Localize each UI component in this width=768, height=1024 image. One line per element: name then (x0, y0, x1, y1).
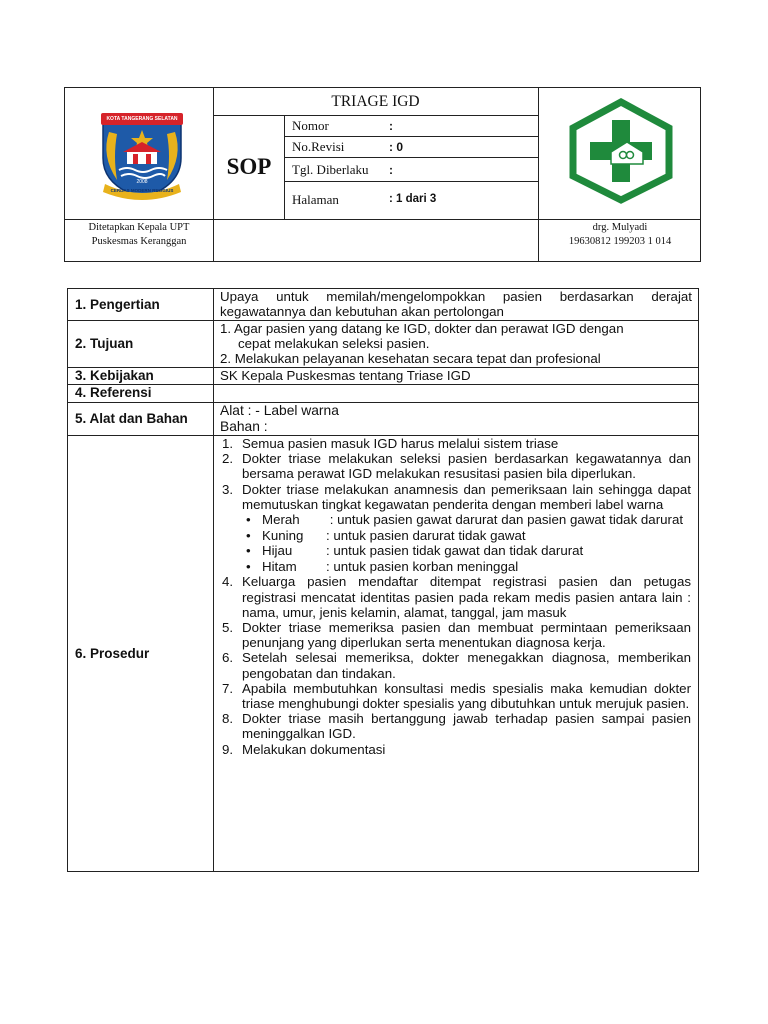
prosedur-step (216, 574, 691, 620)
pengertian-text: Upaya untuk memilah/mengelompokkan pasien berdasarkan derajat kegawatannya dan kebutuhan akan pertolongan (220, 289, 692, 319)
step-number: 3. (222, 481, 234, 497)
emblem-banner-bottom: CERDAS MODERN RELIGIUS (110, 188, 174, 193)
meta-halaman-value: : 1 dari 3 (389, 193, 437, 205)
step-number: 6. (222, 650, 234, 666)
tujuan-list (220, 321, 692, 366)
prosedur-step (216, 451, 691, 481)
row-label-kebijakan: 3. Kebijakan (75, 368, 154, 383)
kebijakan-text: SK Kepala Puskesmas tentang Triase IGD (220, 368, 471, 383)
color-desc: : untuk pasien tidak gawat dan tidak darurat (326, 543, 584, 559)
alat-bahan (220, 403, 692, 435)
color-name: Hijau (262, 543, 293, 559)
meta-nomor-label: Nomor (292, 118, 329, 133)
puskesmas-logo (565, 98, 677, 204)
step-text: Keluarga pasien mendaftar ditempat registrasi pasien dan petugas registrasi mencatat identitas pasien pada rekam medis pasien antara lain : nama, umur, jenis kelamin, alamat, tanggal, jam masuk (242, 574, 691, 620)
step-number: 2. (222, 451, 234, 467)
step-text: Dokter triase memeriksa pasien dan membuat permintaan pemeriksaan penunjang yang diperlukan serta menentukan diagnosa kerja. (242, 620, 691, 651)
color-name: Kuning (262, 527, 304, 543)
prosedur-step (216, 650, 691, 680)
tujuan-item-1: 1. Agar pasien yang datang ke IGD, dokter dan perawat IGD dengan (220, 321, 624, 336)
color-desc: : untuk pasien korban meninggal (326, 558, 519, 574)
step-number: 5. (222, 620, 234, 635)
step-number: 8. (222, 711, 234, 727)
tujuan-item-2: 2. Melakukan pelayanan kesehatan secara tepat dan profesional (220, 351, 601, 366)
step-text: Melakukan dokumentasi (242, 741, 386, 757)
row-label-pengertian: 1. Pengertian (75, 297, 160, 312)
color-desc: : untuk pasien darurat tidak gawat (326, 527, 526, 543)
prosedur-step (216, 681, 691, 711)
color-name: Hitam (262, 558, 297, 574)
color-label-item: • Merah : untuk pasien gawat darurat dan pasien gawat tidak darurat (246, 512, 684, 528)
emblem-year: 2008 (136, 179, 148, 185)
sop-header (64, 87, 701, 262)
prosedur-step (216, 620, 691, 650)
prosedur-step (216, 711, 691, 741)
meta-tgl-value: : (389, 163, 393, 177)
step-text: Dokter triase melakukan anamnesis dan pemeriksaan lain sehingga dapat memutuskan tingkat kegawatan penderita dengan memberi label warna (242, 481, 691, 512)
row-label-alat-bahan: 5. Alat dan Bahan (75, 411, 188, 426)
issued-by-line-2: Puskesmas Keranggan (91, 236, 187, 247)
tujuan-item-1-cont: cepat melakukan seleksi pasien. (238, 336, 430, 351)
color-label-item: • Hitam : untuk pasien korban meninggal (246, 558, 519, 574)
emblem-banner-top: KOTA TANGERANG SELATAN (106, 116, 178, 122)
step-number: 9. (222, 741, 234, 757)
kota-tangerang-selatan-emblem (87, 106, 197, 202)
step-number: 4. (222, 574, 234, 590)
step-text: Dokter triase melakukan seleksi pasien berdasarkan kegawatannya dan bersama perawat IGD melakukan resusitasi pasien bila diperlukan. (242, 451, 691, 482)
prosedur-step (216, 742, 691, 757)
prosedur-step (216, 436, 691, 451)
step-text: Setelah selesai memeriksa, dokter menegakkan diagnosa, memberikan pengobatan dan tindakan. (242, 650, 691, 681)
color-label-item: • Kuning : untuk pasien darurat tidak gawat (246, 527, 526, 543)
step-number: 7. (222, 680, 234, 696)
step-text: Semua pasien masuk IGD harus melalui sistem triase (242, 436, 559, 451)
meta-nomor-value: : (389, 119, 393, 133)
color-desc: : untuk pasien gawat darurat dan pasien gawat tidak darurat (329, 512, 684, 528)
row-label-prosedur: 6. Prosedur (75, 646, 150, 661)
alat-text: Alat : - Label warna (220, 403, 339, 418)
document-title: TRIAGE IGD (331, 93, 420, 110)
signer-name: drg. Mulyadi (592, 222, 648, 233)
step-text: Dokter triase masih bertanggung jawab terhadap pasien sampai pasien meninggalkan IGD. (242, 711, 691, 742)
row-label-tujuan: 2. Tujuan (75, 336, 134, 351)
color-name: Merah (262, 512, 300, 528)
step-text: Apabila membutuhkan konsultasi medis spesialis maka kemudian dokter triase menghubungi dokter spesialis yang dibutuhkan untuk merujuk pasien. (242, 680, 691, 712)
meta-revisi-value: : 0 (389, 140, 404, 154)
color-label-item: • Hijau : untuk pasien tidak gawat dan tidak darurat (246, 543, 584, 559)
meta-halaman-label: Halaman (292, 192, 339, 207)
step-number: 1. (222, 436, 234, 451)
bahan-text: Bahan : (220, 419, 268, 434)
sop-label: SOP (226, 154, 272, 179)
prosedur-step (216, 482, 691, 575)
meta-revisi-label: No.Revisi (292, 139, 345, 154)
sop-content-table (67, 288, 699, 872)
meta-tgl-label: Tgl. Diberlaku (292, 162, 369, 177)
row-label-referensi: 4. Referensi (75, 385, 152, 400)
color-label-list (216, 512, 691, 574)
issued-by-line-1: Ditetapkan Kepala UPT (88, 222, 190, 233)
signer (539, 221, 701, 249)
signer-nip: 19630812 199203 1 014 (568, 236, 672, 247)
prosedur-list (216, 436, 691, 757)
issued-by (65, 221, 213, 249)
